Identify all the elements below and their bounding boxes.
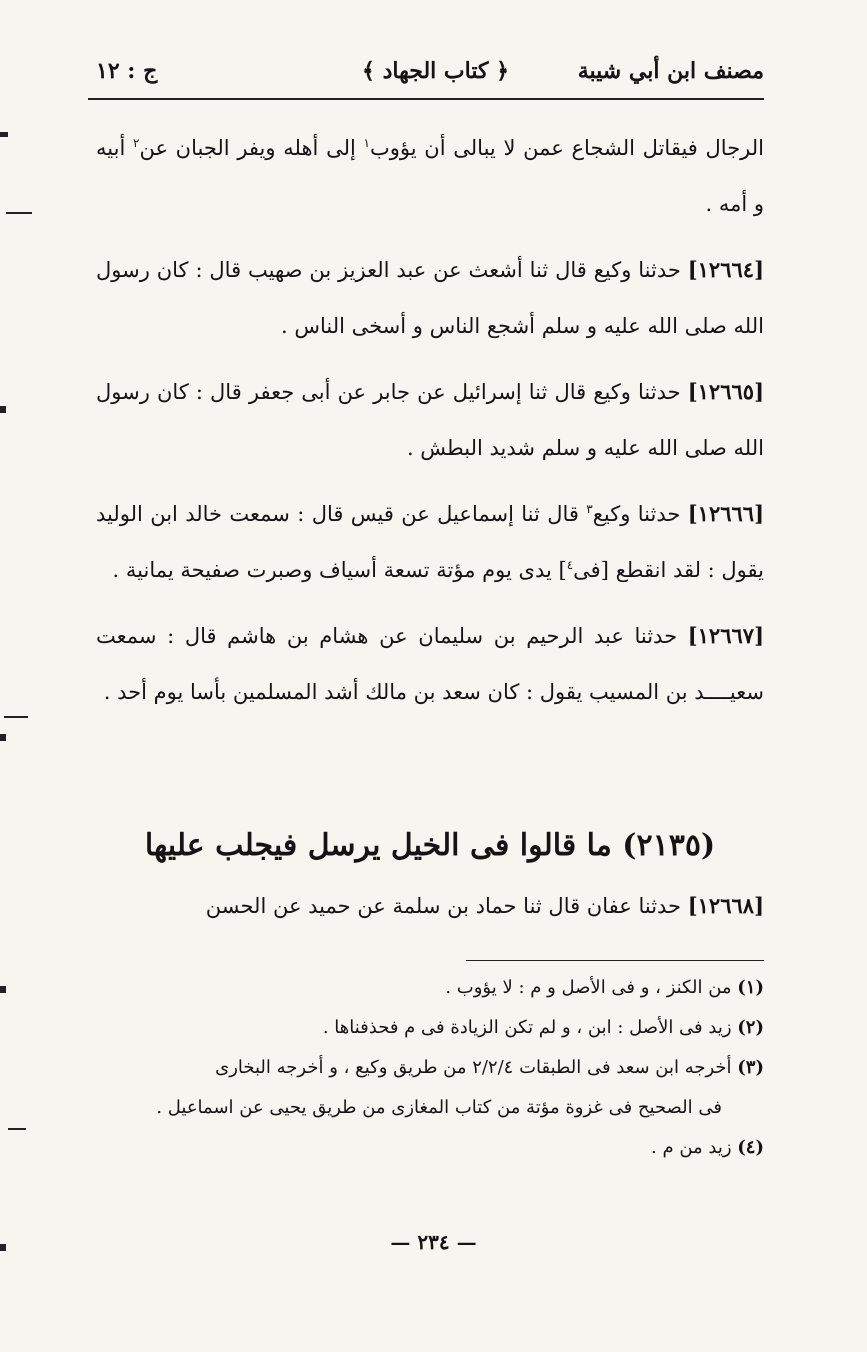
hadith-number: [١٢٦٦٦] (687, 501, 765, 526)
chapter-title: ﴿ كتاب الجهاد ﴾ (362, 58, 509, 84)
margin-mark (0, 986, 6, 993)
hadith-12665: [١٢٦٦٥] حدثنا وكيع قال ثنا إسرائيل عن جابر عن أبى جعفر قال : كان رسول الله صلى الله عليه و سلم شديد البطش . (96, 379, 764, 460)
margin-mark (0, 1244, 6, 1251)
footnote-3: (٣) أخرجه ابن سعد فى الطبقات ٢/٢/٤ من طريق وكيع ، و أخرجه البخارى (215, 1057, 764, 1078)
footnote-1: (١) من الكنز ، و فى الأصل و م : لا يؤوب . (445, 977, 764, 998)
footnote-ref: ٤ (566, 558, 574, 572)
margin-mark (0, 734, 6, 741)
hadith-12668: [١٢٦٦٨] حدثنا عفان قال ثنا حماد بن سلمة عن حميد عن الحسن (205, 893, 764, 918)
hadith-number: [١٢٦٦٧] (687, 623, 764, 648)
footnote-2: (٢) زيد فى الأصل : ابن ، و لم تكن الزيادة فى م فحذفناها . (322, 1017, 764, 1038)
margin-mark (4, 716, 28, 718)
volume-number: ج : ١٢ (96, 58, 158, 84)
page-header (88, 52, 764, 100)
paragraph-continuation: الرجال فيقاتل الشجاع عمن لا يبالى أن يؤوب$^١$ إلى أهله ويفر الجبان عن$^٢$ أبيه و أمه . (96, 136, 765, 216)
hadith-12664: [١٢٦٦٤] حدثنا وكيع قال ثنا أشعث عن عبد العزيز بن صهيب قال : كان رسول الله صلى الله عليه و سلم أشجع الناس و أسخى الناس . (96, 257, 764, 338)
footnote-ref: ٢ (133, 136, 140, 150)
page-number: — ٢٣٤ — (390, 1230, 477, 1254)
hadith-number: [١٢٦٦٤] (687, 257, 764, 282)
book-title: مصنف ابن أبي شيبة (577, 58, 764, 84)
margin-mark (8, 1128, 26, 1130)
hadith-12667: [١٢٦٦٧] حدثنا عبد الرحيم بن سليمان عن هشام بن هاشم قال : سمعت سعيــــد بن المسيب يقول : كان سعد بن مالك أشد المسلمين بأسا يوم أحد . (96, 623, 764, 704)
margin-mark (0, 132, 8, 137)
margin-mark (0, 406, 6, 413)
section-heading: (٢١٣٥) ما قالوا فى الخيل يرسل فيجلب عليها (144, 828, 716, 863)
footnote-divider (466, 960, 764, 961)
footnote-ref: ٣ (586, 502, 593, 516)
main-text (96, 120, 764, 730)
footnote-3-continuation: فى الصحيح فى غزوة مؤتة من كتاب المغازى من طريق يحيى عن اسماعيل . (156, 1097, 722, 1118)
footnote-4: (٤) زيد من م . (651, 1137, 764, 1158)
footnote-ref: ١ (363, 136, 370, 150)
hadith-number: [١٢٦٦٥] (687, 379, 764, 404)
footnotes (96, 968, 764, 1168)
margin-mark (6, 212, 32, 214)
hadith-number: [١٢٦٦٨] (687, 893, 764, 918)
hadith-12666: [١٢٦٦٦] حدثنا وكيع$^٣$ قال ثنا إسماعيل عن قيس قال : سمعت خالد ابن الوليد يقول : لقد انقطع [فى$^٤$] يدى يوم مؤتة تسعة أسياف وصبرت صفيحة يمانية . (96, 501, 765, 582)
